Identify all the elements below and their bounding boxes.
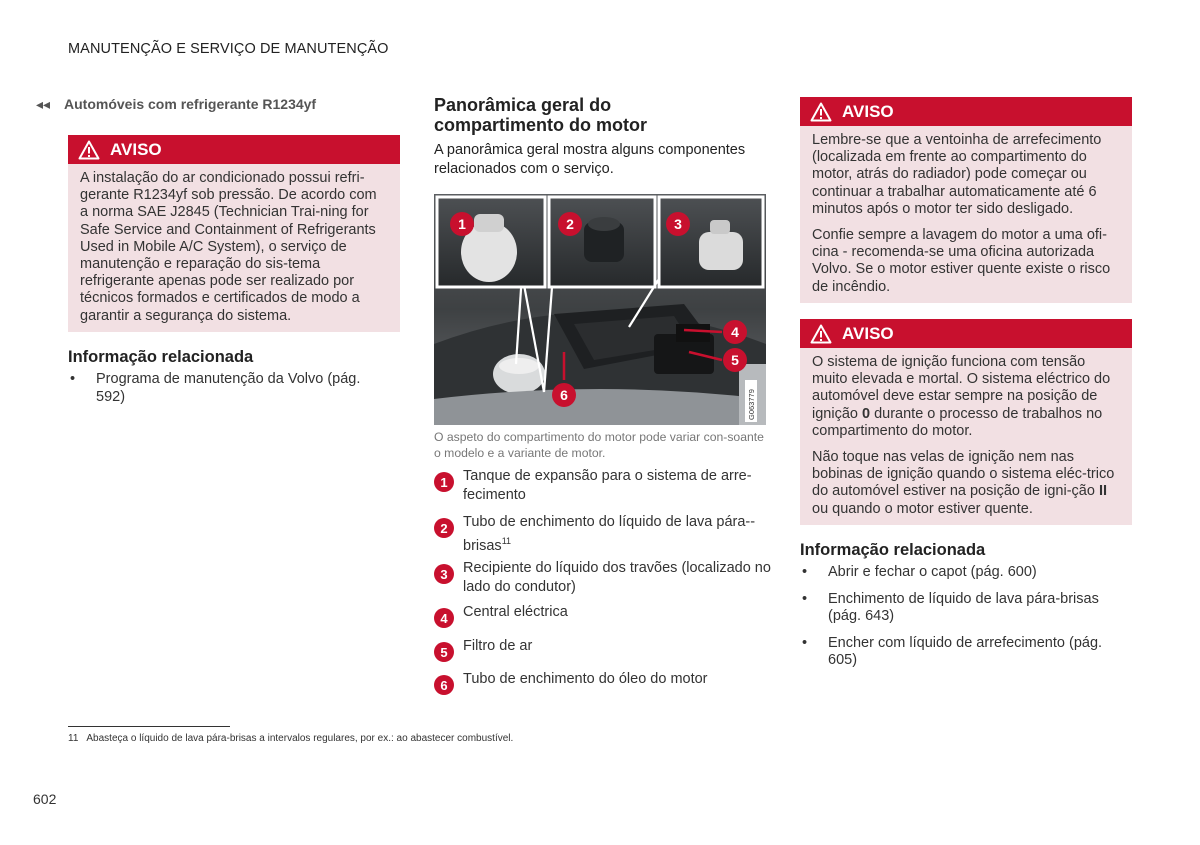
warning-label: AVISO [842, 101, 894, 121]
related-link[interactable]: • Enchimento de líquido de lava pára-brisas (pág. 643) [800, 591, 1108, 626]
image-caption: O aspeto do compartimento do motor pode variar con-soante o modelo e a variante de motor. [434, 430, 764, 460]
page-number: 602 [33, 791, 57, 807]
warning-header [800, 97, 1132, 126]
related-heading-left: Informação relacionada [68, 348, 254, 366]
svg-text:1: 1 [458, 216, 466, 232]
number-badge: 3 [434, 564, 454, 584]
continued-title: Automóveis com refrigerante R1234yf [64, 96, 317, 112]
section-intro: A panorâmica geral mostra alguns componentes relacionados com o serviço. [434, 142, 746, 177]
list-item: 5 Filtro de ar [434, 637, 774, 656]
footnote-divider [68, 726, 230, 727]
related-heading-right: Informação relacionada [800, 541, 986, 559]
list-item: 3 Recipiente do líquido dos travões (localizado no lado do condutor) [434, 559, 774, 597]
callout-4 [723, 320, 747, 344]
related-link[interactable]: • Encher com líquido de arrefecimento (pág. 605) [800, 635, 1108, 670]
warning-header [68, 135, 400, 164]
engine-compartment-image [434, 194, 766, 425]
section-title: Panorâmica geral do compartimento do motor [434, 95, 648, 135]
warning-triangle-icon [810, 324, 832, 344]
callout-5 [723, 348, 747, 372]
number-badge: 2 [434, 518, 454, 538]
warning-box-fan [800, 97, 1132, 303]
list-item: 2 Tubo de enchimento do líquido de lava pára--brisas$^{11}$ [434, 513, 774, 556]
warning-label: AVISO [110, 139, 162, 159]
warning-label: AVISO [842, 323, 894, 343]
warning-text: A instalação do ar condicionado possui refri-gerante R1234yf sob pressão. De acordo com a norma SAE J2845 (Technician Trai-ning for Safe Service and Containment of Refrigerants Used in Mobile A/C System), o serviço de manutenção e reparação do sis-tema refrigerante apenas pode ser realizado por técnicos formados e certificados de modo a garantir a segurança do sistema. [80, 170, 377, 324]
number-badge: 6 [434, 675, 454, 695]
list-item: 4 Central eléctrica [434, 603, 774, 622]
warning-header [800, 319, 1132, 348]
page-header: MANUTENÇÃO E SERVIÇO DE MANUTENÇÃO [68, 41, 389, 57]
callout-1 [450, 212, 474, 236]
warning-triangle-icon [78, 140, 100, 160]
svg-text:5: 5 [731, 352, 739, 368]
related-link[interactable]: • Abrir e fechar o capot (pág. 600) [800, 564, 1120, 582]
number-badge: 4 [434, 608, 454, 628]
callout-2 [558, 212, 582, 236]
callout-3 [666, 212, 690, 236]
callout-6 [552, 383, 576, 407]
continued-arrows-icon: ◂◂ [36, 96, 51, 112]
svg-text:6: 6 [560, 387, 568, 403]
related-list-left [68, 371, 368, 415]
warning-triangle-icon [810, 102, 832, 122]
footnote: 11 Abasteça o líquido de lava pára-brisas a intervalos regulares, por ex.: ao abastecer combustível. [68, 733, 514, 744]
svg-text:3: 3 [674, 216, 682, 232]
continued-heading [36, 96, 316, 113]
footnote-ref: 11 [501, 536, 512, 546]
number-badge: 5 [434, 642, 454, 662]
number-badge: 1 [434, 472, 454, 492]
list-item: 1 Tanque de expansão para o sistema de arre-fecimento [434, 467, 774, 505]
related-link[interactable]: • Programa de manutenção da Volvo (pág. 592) [68, 371, 368, 406]
svg-text:2: 2 [566, 216, 574, 232]
list-item: 6 Tubo de enchimento do óleo do motor [434, 670, 774, 689]
svg-text:4: 4 [731, 324, 739, 340]
warning-box-ignition [800, 319, 1132, 525]
warning-text: O sistema de ignição funciona com tensão muito elevada e mortal. O sistema eléctrico do automóvel deve estar sempre na posição de ignição 0 durante o processo de trabalhos no compartimento do motor. Não toque nas velas de ignição nem nas bobinas de ignição quando o sistema eléc-trico do automóvel estiver na posição de igni-ção II ou quando o motor estiver quente. [812, 354, 1115, 517]
warning-text: Lembre-se que a ventoinha de arrefecimento (localizada em frente ao compartimento do motor, atrás do radiador) pode começar ou continuar a trabalhar automaticamente até 6 minutos após o motor ter sido desligado. Confie sempre a lavagem do motor a uma ofi-cina - recomenda-se uma oficina autorizada Volvo. Se o motor estiver quente existe o risco de incêndio. [812, 132, 1111, 295]
related-list-right [800, 564, 1120, 679]
warning-box-refrigerant [68, 135, 400, 332]
image-code: G063779 [747, 389, 756, 420]
